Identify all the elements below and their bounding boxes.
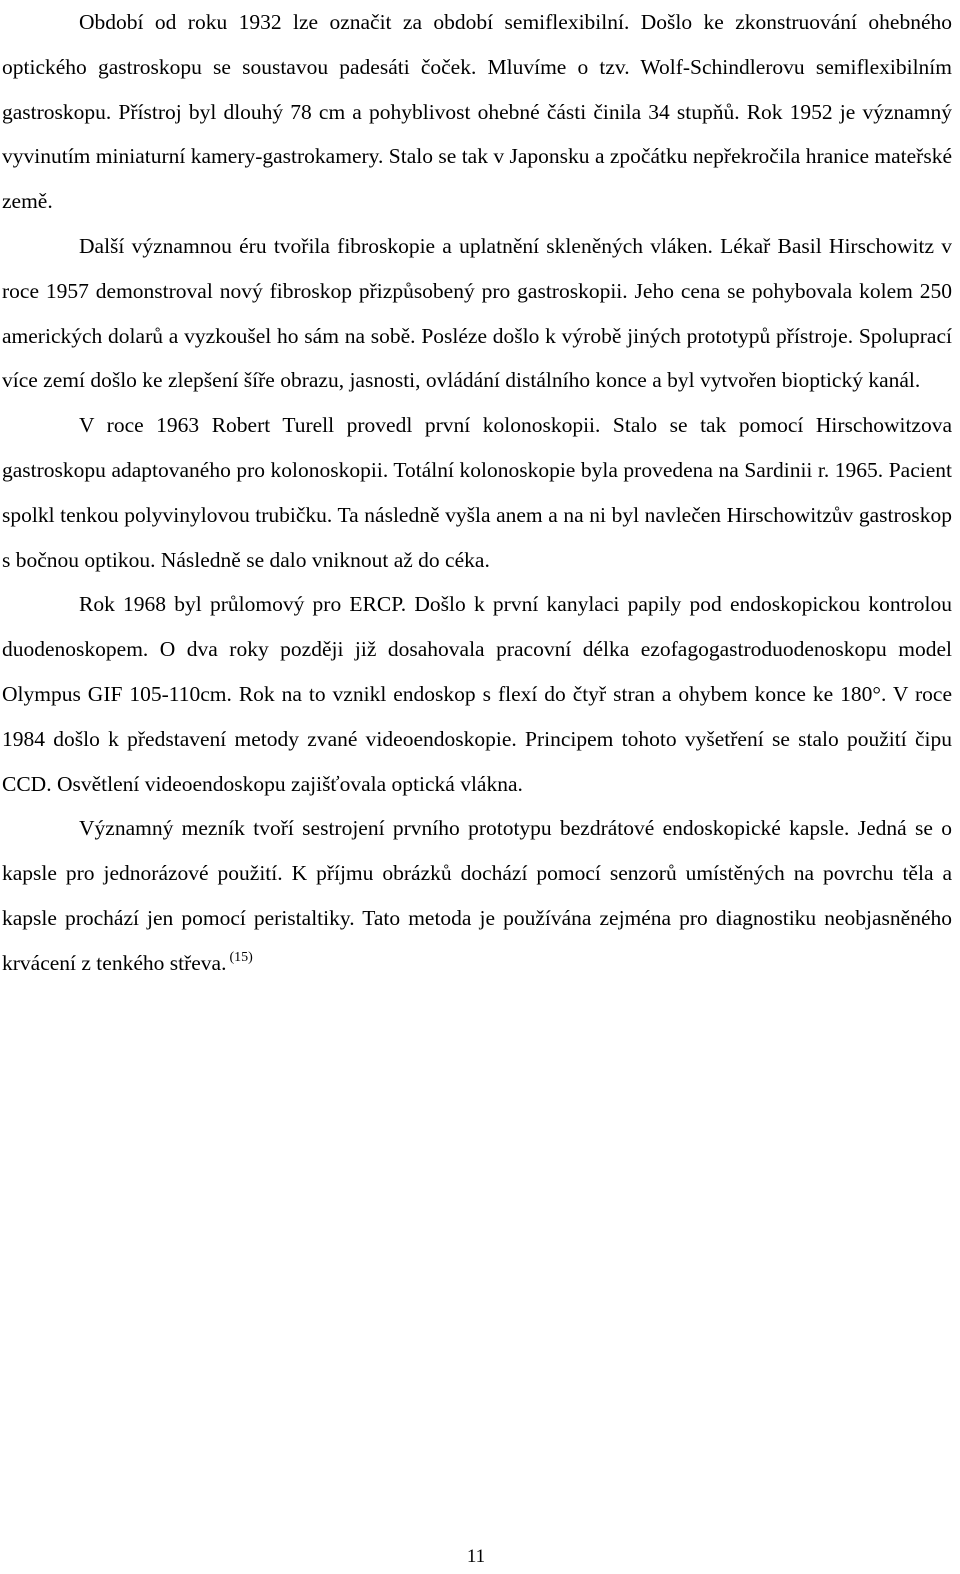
paragraph-text: Období od roku 1932 lze označit za období semiflexibilní. Došlo ke zkonstruování ohebného optického gastroskopu se soustavou padesáti čoček. Mluvíme o tzv. Wolf-Schindlerovu semiflexibilním gastroskopu. Přístroj byl dlouhý 78 cm a pohyblivost ohebné části činila 34 stupňů. Rok 1952 je významný vyvinutím miniaturní kamery-gastrokamery. Stalo se tak v Japonsku a zpočátku nepřekročila hranice mateřské země. <box>2 10 952 214</box>
paragraph-semiflexible-era <box>2 0 952 224</box>
paragraph-text: Rok 1968 byl průlomový pro ERCP. Došlo k první kanylaci papily pod endoskopickou kontrolou duodenoskopem. O dva roky později již dosahovala pracovní délka ezofagogastroduodenoskopu model Olympus GIF 105-110cm. Rok na to vznikl endoskop s flexí do čtyř stran a ohybem konce ke 180°. V roce 1984 došlo k představení metody zvané videoendoskopie. Principem tohoto vyšetření se stalo použití čipu CCD. Osvětlení videoendoskopu zajišťovala optická vlákna. <box>2 592 952 796</box>
paragraph-ercp-videoendoscopy <box>2 582 952 806</box>
paragraph-capsule-endoscopy <box>2 806 952 985</box>
paragraph-text: V roce 1963 Robert Turell provedl první kolonoskopii. Stalo se tak pomocí Hirschowitzova gastroskopu adaptovaného pro kolonoskopii. Totální kolonoskopie byla provedena na Sardinii r. 1965. Pacient spolkl tenkou polyvinylovou trubičku. Ta následně vyšla anem a na ni byl navlečen Hirschowitzův gastroskop s bočnou optikou. Následně se dalo vniknout až do céka. <box>2 413 952 572</box>
citation-reference: (15) <box>229 949 253 965</box>
paragraph-text: Významný mezník tvoří sestrojení prvního prototypu bezdrátové endoskopické kapsle. Jedná se o kapsle pro jednorázové použití. K příjmu obrázků dochází pomocí senzorů umístěných na povrchu těla a kapsle prochází jen pomocí peristaltiky. Tato metoda je používána zejména pro diagnostiku neobjasněného krvácení z tenkého střeva. <box>2 816 952 975</box>
page-number: 11 <box>466 1546 486 1567</box>
document-body <box>2 0 952 986</box>
paragraph-fibroscopy-era <box>2 224 952 403</box>
paragraph-colonoscopy <box>2 403 952 582</box>
paragraph-text: Další významnou éru tvořila fibroskopie a uplatnění skleněných vláken. Lékař Basil Hirschowitz v roce 1957 demonstroval nový fibroskop přizpůsobený pro gastroskopii. Jeho cena se pohybovala kolem 250 amerických dolarů a vyzkoušel ho sám na sobě. Posléze došlo k výrobě jiných prototypů přístroje. Spoluprací více zemí došlo ke zlepšení šíře obrazu, jasnosti, ovládání distálního konce a byl vytvořen bioptický kanál. <box>2 233 952 393</box>
